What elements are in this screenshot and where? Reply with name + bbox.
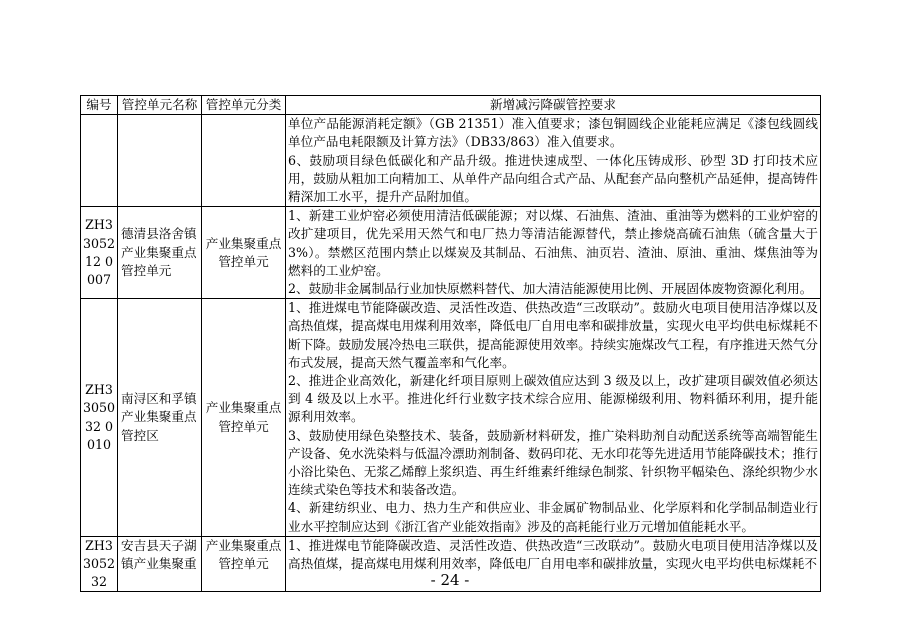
row-unit-category: [202, 115, 286, 207]
requirement-text: 2、鼓励非金属制品行业加快原燃料替代、加大清洁能源使用比例、开展固体废物资源化利用。: [288, 281, 813, 297]
table-row: [81, 207, 821, 299]
header-unit-category: 管控单元分类: [202, 96, 286, 115]
row-unit-name: [118, 115, 202, 207]
row-code: ZH3305032 0010: [81, 299, 118, 537]
page-number: - 24 -: [430, 571, 470, 589]
header-code: 编号: [81, 96, 118, 115]
requirement-text: 3、鼓励使用绿色染整技术、装备，鼓励新材料研发，推广染料助剂自动配送系统等高端智能生产设备、免水洗染料与低温冷漂助剂制备、数码印花、无水印花等先进适用节能降碳技术；推行小浴比染色、无浆乙烯醇上浆织造、再生纤维素纤维绿色制浆、针织物平幅染色、涤纶织物少水连续式染色等技术和装备改造。: [288, 427, 818, 498]
requirement-text: 1、新建工业炉窑必须使用清洁低碳能源；对以煤、石油焦、渣油、重油等为燃料的工业炉窑的改扩建项目，优先采用天然气和电厂热力等清洁能源替代，禁止掺烧高硫石油焦（硫含量大于 3%）。禁燃区范围内禁止以煤炭及其制品、石油焦、油页岩、渣油、原油、重油、煤焦油等为燃料的工业炉窑。: [288, 208, 818, 278]
requirement-text: 6、鼓励项目绿色低碳化和产品升级。推进快速成型、一体化压铸成形、砂型 3D 打印技术应用，鼓励从粗加工向精加工、从单件产品向组合式产品、从配套产品向整机产品延伸，提高铸件精深加工水平，提升产品附加值。: [288, 152, 818, 205]
requirement-text: 1、推进煤电节能降碳改造、灵活性改造、供热改造“三改联动”。鼓励火电项目使用洁净煤以及高热值煤，提高煤电用煤利用效率，降低电厂自用电率和碳排放量，实现火电平均供电标煤耗不断下降。鼓励发展冷热电三联供，提高能源使用效率。持续实施煤改气工程，有序推进天然气分布式发展，提高天然气覆盖率和气化率。: [288, 300, 818, 370]
row-requirements: [286, 299, 821, 537]
row-requirements: [286, 115, 821, 207]
requirement-text: 4、新建纺织业、电力、热力生产和供应业、非金属矿物制品业、化学原料和化学制品制造业行业水平控制应达到《浙江省产业能效指南》涉及的高耗能行业万元增加值能耗水平。: [288, 500, 818, 534]
row-unit-category: 产业集聚重点管控单元: [202, 299, 286, 537]
row-requirements: [286, 207, 821, 299]
row-unit-category: 产业集聚重点管控单元: [202, 207, 286, 299]
row-code: [81, 115, 118, 207]
row-code: ZH3305232: [81, 536, 118, 592]
header-unit-name: 管控单元名称: [118, 96, 202, 115]
requirement-text: 单位产品能源消耗定额》（GB 21351）准入值要求；漆包铜圆线企业能耗应满足《漆包线圆线单位产品电耗限额及计算方法》（DB33/863）准入值要求。: [288, 116, 818, 150]
requirement-text: 2、推进企业高效化，新建化纤项目原则上碳效值应达到 3 级及以上，改扩建项目碳效值必须达到 4 级及以上水平。推进化纤行业数字技术综合应用、能源梯级利用、物料循环利用，提升能源利用效率。: [288, 373, 818, 425]
row-unit-name: 南浔区和孚镇产业集聚重点管控区: [118, 299, 202, 537]
table-row: [81, 115, 821, 207]
row-unit-name: 安吉县天子湖镇产业集聚重: [118, 536, 202, 592]
table-row: [81, 299, 821, 537]
row-code: ZH3305212 0007: [81, 207, 118, 299]
table-header-row: [81, 96, 821, 115]
header-requirements: 新增减污降碳管控要求: [286, 96, 821, 115]
control-requirements-table: [80, 95, 821, 592]
row-unit-category: 产业集聚重点管控单元: [202, 536, 286, 592]
row-unit-name: 德清县洛舍镇产业集聚重点管控单元: [118, 207, 202, 299]
requirement-text: 1、推进煤电节能降碳改造、灵活性改造、供热改造“三改联动”。鼓励火电项目使用洁净煤以及高热值煤，提高煤电用煤利用效率，降低电厂自用电率和碳排放量，实现火电平均供电标煤耗不: [288, 537, 818, 572]
